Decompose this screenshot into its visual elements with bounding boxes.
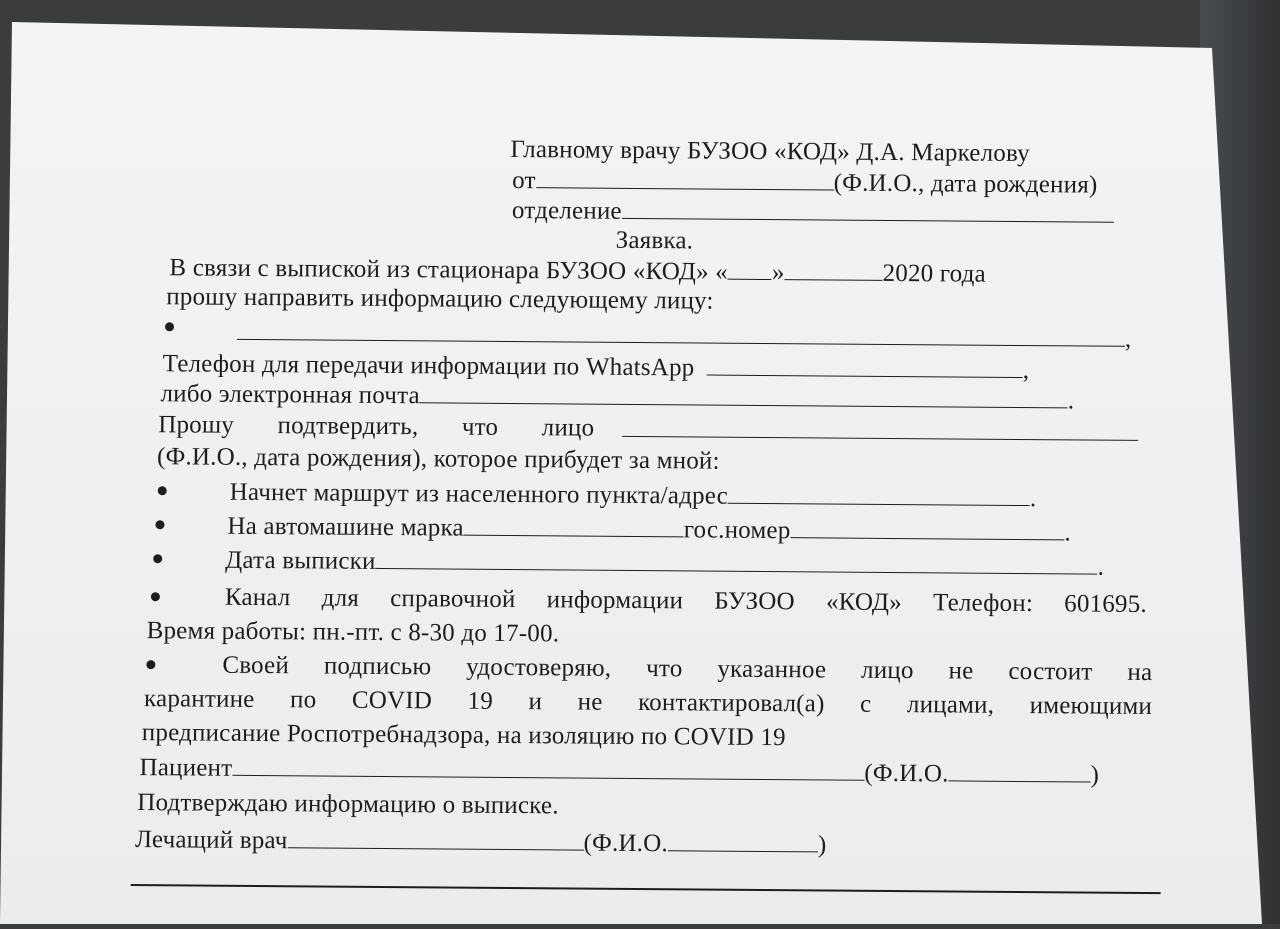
- route-line: [230, 477, 1037, 514]
- doctor-signature-blank[interactable]: [288, 825, 584, 850]
- plate-blank[interactable]: [790, 515, 1064, 540]
- patient-label: Пациент: [139, 754, 233, 782]
- day-blank[interactable]: [728, 257, 772, 280]
- confirm-hint: (Ф.И.О., дата рождения), которое прибудет за мной:: [156, 443, 720, 475]
- covid-word: состоит: [1008, 657, 1093, 686]
- covid-word: по: [289, 686, 317, 714]
- bullet-dot: [165, 322, 174, 331]
- covid-line-3: предписание Роспотребнадзора, на изоляцию по COVID 19: [141, 719, 786, 752]
- whatsapp-comma: ,: [1022, 357, 1030, 385]
- covid-word: карантине: [144, 685, 255, 713]
- confirm-discharge: Подтверждаю информацию о выписке.: [137, 789, 559, 820]
- addressee: Главному врачу БУЗОО «КОД» Д.А. Маркелову: [510, 135, 1030, 168]
- confirm-word: подтвердить,: [277, 412, 419, 441]
- covid-word: удостоверяю,: [466, 653, 612, 682]
- bottom-rule: [131, 884, 1161, 894]
- covid-word: и: [528, 688, 543, 716]
- car-label: На автомашине марка: [227, 512, 464, 542]
- channel-word: для: [321, 584, 360, 612]
- hours-line: Время работы: пн.-пт. с 8-30 до 17-00.: [146, 617, 560, 648]
- bullet-dot: [158, 486, 167, 495]
- bullet-dot: [155, 520, 164, 529]
- discharge-label: Дата выписки: [225, 546, 376, 575]
- email-label: либо электронная почта: [160, 380, 420, 410]
- discharge-period: .: [1097, 553, 1105, 581]
- month-blank[interactable]: [785, 257, 883, 281]
- department-blank[interactable]: [622, 196, 1114, 223]
- confirm-blank-wrap: [622, 414, 1138, 449]
- covid-word: что: [646, 655, 683, 683]
- addressee-line: [510, 135, 1126, 170]
- covid-word: подписью: [323, 652, 432, 681]
- department-label: отделение: [511, 196, 622, 225]
- intro-text-1: В связи с выпиской из стационара БУЗОО «КОД» «: [169, 254, 729, 286]
- channel-word: справочной: [390, 585, 516, 614]
- covid-word: Своей: [222, 651, 290, 680]
- channel-word: Телефон:: [933, 589, 1034, 618]
- whatsapp-label: Телефон для передачи информации по WhatsApp: [162, 350, 695, 382]
- bullet-dot: [146, 660, 155, 669]
- route-label: Начнет маршрут из населенного пункта/адрес: [229, 478, 729, 510]
- department-line: [512, 195, 1114, 231]
- patient-fio-open: (Ф.И.О.: [864, 759, 949, 788]
- channel-word: Канал: [224, 583, 291, 612]
- covid-word: на: [1127, 658, 1153, 687]
- doctor-fio-close: ): [817, 831, 827, 859]
- recipient-comma: ,: [1124, 325, 1132, 353]
- patient-signature-blank[interactable]: [232, 753, 864, 781]
- confirm-word: лицо: [541, 414, 595, 442]
- from-blank[interactable]: [536, 165, 834, 190]
- covid-word: 19: [467, 687, 494, 715]
- patient-fio-close: ): [1090, 761, 1100, 789]
- channel-line: [225, 583, 1147, 620]
- intro-text-2: »: [771, 259, 785, 287]
- covid-word: с: [859, 690, 872, 718]
- doctor-label: Лечащий врач: [134, 826, 288, 855]
- covid-line-2: [144, 684, 1152, 722]
- confirm-person-blank[interactable]: [622, 414, 1138, 441]
- doctor-fio-blank[interactable]: [668, 828, 818, 852]
- intro-text-3: 2020 года: [882, 259, 986, 288]
- channel-word: «КОД»: [825, 588, 903, 617]
- discharge-line: [225, 545, 1104, 583]
- covid-word: контактировал(а): [638, 688, 825, 718]
- route-period: .: [1029, 485, 1037, 513]
- covid-word: имеющими: [1029, 692, 1153, 721]
- covid-line-1: [222, 651, 1152, 688]
- doctor-signature-line: [135, 824, 827, 860]
- bullet-dot: [153, 554, 162, 563]
- patient-fio-blank[interactable]: [949, 758, 1091, 782]
- document-title: Заявка.: [615, 226, 694, 255]
- email-blank[interactable]: [420, 380, 1068, 408]
- confirm-word: что: [461, 413, 499, 441]
- covid-word: лицо: [860, 656, 914, 685]
- car-period: .: [1064, 519, 1072, 547]
- bullet-dot: [151, 592, 160, 601]
- covid-word: лицами,: [906, 691, 995, 719]
- car-brand-blank[interactable]: [464, 513, 684, 538]
- confirm-words: [158, 410, 594, 443]
- whatsapp-blank[interactable]: [707, 353, 1023, 378]
- covid-word: COVID: [351, 686, 433, 715]
- from-hint: (Ф.И.О., дата рождения): [833, 169, 1098, 199]
- covid-word: указанное: [717, 655, 827, 684]
- email-period: .: [1067, 387, 1075, 415]
- plate-label: гос.номер: [683, 516, 791, 545]
- covid-word: не: [948, 657, 974, 685]
- recipient-blank[interactable]: [237, 317, 1125, 347]
- doctor-fio-open: (Ф.И.О.: [583, 829, 668, 858]
- channel-word: 601695.: [1064, 590, 1147, 618]
- car-line: [227, 511, 1071, 549]
- confirm-word: Прошу: [158, 411, 235, 439]
- route-blank[interactable]: [728, 481, 1030, 506]
- channel-word: БУЗОО: [714, 587, 795, 616]
- discharge-date-blank[interactable]: [376, 546, 1098, 575]
- channel-word: информации: [546, 586, 684, 615]
- patient-signature-line: [139, 752, 1099, 791]
- from-label: от: [512, 166, 536, 195]
- intro-line-2: прошу направить информацию следующему лицу:: [166, 283, 714, 315]
- covid-word: не: [577, 688, 603, 716]
